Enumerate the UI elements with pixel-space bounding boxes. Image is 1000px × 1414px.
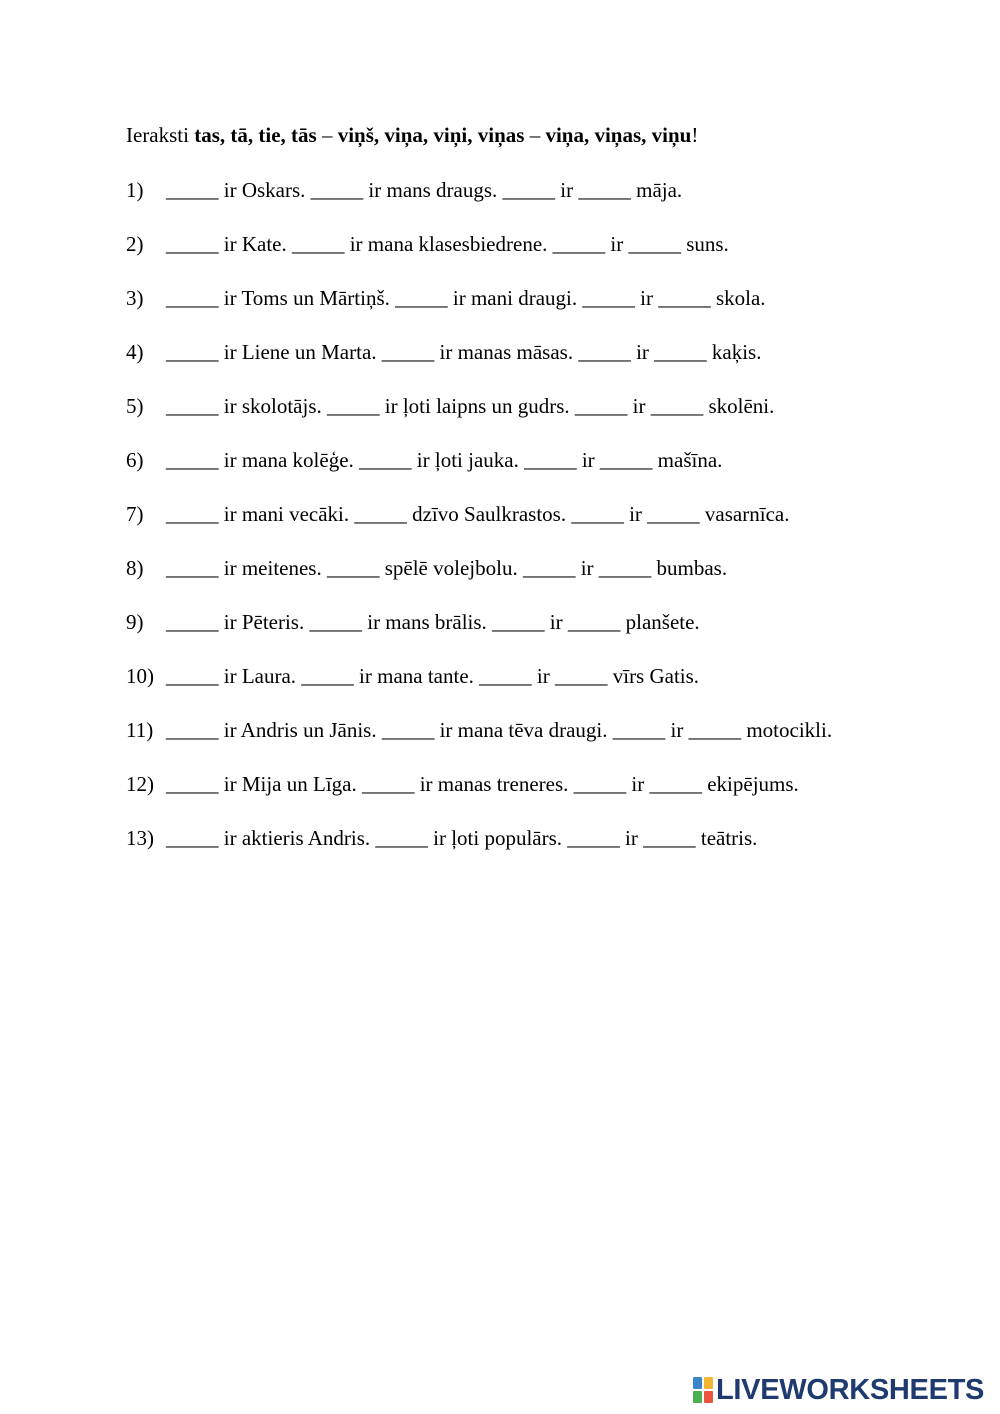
item-number: 7)	[126, 502, 144, 526]
instruction-group-demonstrative: tas, tā, tie, tās	[194, 123, 317, 147]
item-number: 11)	[126, 718, 154, 742]
instruction-suffix: !	[691, 123, 699, 147]
logo-icon-tile	[693, 1391, 702, 1403]
item-text: _____ ir Mija un Līga. _____ ir manas treneres. _____ ir _____ ekipējums.	[166, 772, 799, 796]
item-text: _____ ir mani vecāki. _____ dzīvo Saulkrastos. _____ ir _____ vasarnīca.	[166, 502, 790, 526]
item-number: 4)	[126, 340, 144, 364]
item-number: 9)	[126, 610, 144, 634]
item-text: _____ ir aktieris Andris. _____ ir ļoti populārs. _____ ir _____ teātris.	[166, 826, 758, 850]
exercise-item	[126, 393, 832, 447]
item-number: 6)	[126, 448, 144, 472]
instruction-heading	[126, 122, 698, 148]
item-number: 1)	[126, 178, 144, 202]
exercise-item	[126, 501, 832, 555]
instruction-separator: –	[524, 123, 546, 147]
exercise-item	[126, 339, 832, 393]
item-number: 2)	[126, 232, 144, 256]
logo-icon-tile	[704, 1377, 713, 1389]
item-text: _____ ir Laura. _____ ir mana tante. _____ ir _____ vīrs Gatis.	[166, 664, 700, 688]
item-text: _____ ir Toms un Mārtiņš. _____ ir mani draugi. _____ ir _____ skola.	[166, 286, 766, 310]
logo-text: LIVEWORKSHEETS	[716, 1374, 985, 1406]
exercise-item	[126, 825, 832, 879]
item-number: 8)	[126, 556, 144, 580]
liveworksheets-logo	[693, 1374, 984, 1406]
item-text: _____ ir Andris un Jānis. _____ ir mana tēva draugi. _____ ir _____ motocikli.	[166, 718, 833, 742]
liveworksheets-logo-icon	[693, 1377, 713, 1403]
item-number: 3)	[126, 286, 144, 310]
item-text: _____ ir mana kolēģe. _____ ir ļoti jauka. _____ ir _____ mašīna.	[166, 448, 723, 472]
exercise-item	[126, 717, 832, 771]
item-text: _____ ir Pēteris. _____ ir mans brālis. _____ ir _____ planšete.	[166, 610, 700, 634]
instruction-group-possessive: viņa, viņas, viņu	[545, 123, 692, 147]
item-text: _____ ir Oskars. _____ ir mans draugs. _____ ir _____ māja.	[166, 178, 683, 202]
exercise-list	[126, 177, 832, 879]
instruction-group-personal: viņš, viņa, viņi, viņas	[337, 123, 525, 147]
exercise-item	[126, 447, 832, 501]
exercise-item	[126, 177, 832, 231]
item-number: 13)	[126, 826, 154, 850]
exercise-item	[126, 231, 832, 285]
instruction-separator: –	[316, 123, 338, 147]
exercise-item	[126, 609, 832, 663]
instruction-prefix: Ieraksti	[126, 123, 195, 147]
logo-icon-tile	[693, 1377, 702, 1389]
exercise-item	[126, 555, 832, 609]
item-number: 12)	[126, 772, 154, 796]
item-text: _____ ir meitenes. _____ spēlē volejbolu. _____ ir _____ bumbas.	[166, 556, 728, 580]
item-text: _____ ir Liene un Marta. _____ ir manas māsas. _____ ir _____ kaķis.	[166, 340, 762, 364]
exercise-item	[126, 285, 832, 339]
item-text: _____ ir skolotājs. _____ ir ļoti laipns un gudrs. _____ ir _____ skolēni.	[166, 394, 775, 418]
logo-icon-tile	[704, 1391, 713, 1403]
item-text: _____ ir Kate. _____ ir mana klasesbiedrene. _____ ir _____ suns.	[166, 232, 729, 256]
exercise-item	[126, 771, 832, 825]
item-number: 5)	[126, 394, 144, 418]
exercise-item	[126, 663, 832, 717]
item-number: 10)	[126, 664, 154, 688]
